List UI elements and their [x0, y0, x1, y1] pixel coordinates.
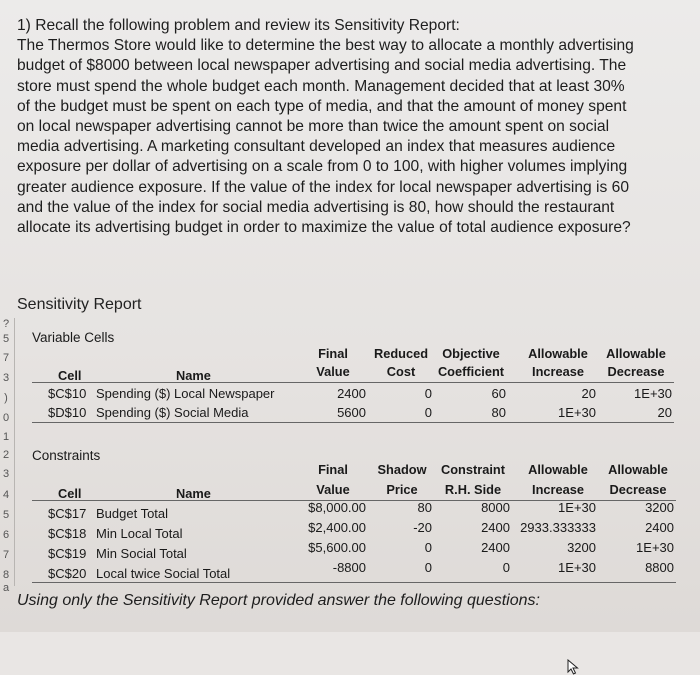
variable-bottom-rule — [32, 422, 674, 423]
row-number: 3 — [2, 468, 10, 480]
row-number: 1 — [2, 431, 10, 443]
report-title: Sensitivity Report — [17, 296, 142, 313]
row-number: 7 — [2, 549, 10, 561]
var-allow-increase: 20 — [581, 386, 596, 401]
var-objective: 60 — [491, 386, 506, 401]
hdr-objective: Objective — [442, 346, 500, 361]
con-cell-ref: $C$18 — [48, 526, 87, 541]
constraint-bottom-rule — [32, 582, 676, 583]
var-cell-ref: $D$10 — [48, 405, 87, 420]
con-final-value: -8800 — [332, 560, 366, 575]
con-allow-increase: 2933.333333 — [520, 520, 596, 535]
row-header-divider — [14, 318, 15, 586]
hdr-name: Name — [176, 368, 211, 383]
con-hdr-increase: Increase — [532, 482, 584, 497]
con-allow-increase: 1E+30 — [558, 500, 596, 515]
con-cell-ref: $C$17 — [48, 506, 87, 521]
con-name: Min Local Total — [96, 526, 183, 541]
var-allow-decrease: 20 — [657, 405, 672, 420]
variable-header-rule — [32, 382, 674, 383]
var-final-value: 5600 — [337, 405, 366, 420]
con-shadow-price: 80 — [417, 500, 432, 515]
var-final-value: 2400 — [337, 386, 366, 401]
var-allow-increase: 1E+30 — [558, 405, 596, 420]
row-number: 5 — [2, 333, 10, 345]
problem-line: greater audience exposure. If the value of the index for local newspaper advertising is 60 — [17, 178, 629, 196]
var-reduced-cost: 0 — [424, 386, 432, 401]
problem-line: store must spend the whole budget each month. Management decided that at least 30% — [17, 77, 625, 95]
con-shadow-price: 0 — [424, 540, 432, 555]
sensitivity-sheet — [0, 318, 700, 594]
hdr-decrease: Decrease — [607, 364, 665, 379]
mouse-cursor-icon — [567, 659, 581, 675]
problem-line: on local newspaper advertising cannot be more than twice the amount spent on social — [17, 118, 610, 136]
row-number: 3 — [2, 372, 10, 384]
hdr-increase: Increase — [532, 364, 584, 379]
row-number: 5 — [2, 509, 10, 521]
hdr-allowable-increase-top: Allowable — [528, 346, 588, 361]
problem-line: The Thermos Store would like to determine the best way to allocate a monthly advertising — [17, 37, 634, 55]
con-allow-increase: 3200 — [567, 540, 596, 555]
con-hdr-allowable-top-1: Allowable — [528, 462, 588, 477]
con-rhs: 0 — [502, 560, 510, 575]
con-hdr-rhs: R.H. Side — [444, 482, 502, 497]
con-allow-decrease: 8800 — [645, 560, 674, 575]
row-number: ) — [4, 392, 8, 404]
hdr-cell: Cell — [58, 368, 82, 383]
con-name: Min Social Total — [96, 546, 187, 561]
con-hdr-allowable-top-2: Allowable — [608, 462, 668, 477]
row-number: ? — [2, 318, 10, 330]
row-number: a — [2, 582, 10, 594]
con-final-value: $5,600.00 — [308, 540, 366, 555]
con-allow-increase: 1E+30 — [558, 560, 596, 575]
con-name: Local twice Social Total — [96, 566, 231, 581]
row-number: 6 — [2, 529, 10, 541]
var-name: Spending ($) Local Newspaper — [96, 386, 275, 401]
problem-line: of the budget must be spent on each type of media, and that the amount of money spent — [17, 97, 627, 115]
problem-line: 1) Recall the following problem and review its Sensitivity Report: — [17, 17, 460, 34]
con-final-value: $8,000.00 — [308, 500, 366, 515]
hdr-coefficient: Coefficient — [437, 364, 505, 379]
con-shadow-price: 0 — [424, 560, 432, 575]
hdr-reduced: Reduced — [373, 346, 429, 361]
hdr-final: Final — [318, 346, 348, 361]
con-hdr-price: Price — [386, 482, 418, 497]
hdr-final-value: Value — [316, 364, 350, 379]
con-rhs: 2400 — [481, 540, 510, 555]
con-final-value: $2,400.00 — [308, 520, 366, 535]
row-number: 7 — [2, 352, 10, 364]
con-allow-decrease: 1E+30 — [636, 540, 674, 555]
con-shadow-price: -20 — [413, 520, 432, 535]
con-hdr-constraint: Constraint — [441, 462, 505, 477]
con-hdr-cell: Cell — [58, 486, 82, 501]
problem-line: and the value of the index for social media advertising is 80, how should the restaurant — [17, 198, 615, 216]
con-hdr-final: Final — [318, 462, 348, 477]
con-name: Budget Total — [96, 506, 169, 521]
var-name: Spending ($) Social Media — [96, 405, 249, 420]
row-number: 2 — [2, 449, 10, 461]
con-hdr-decrease: Decrease — [609, 482, 667, 497]
problem-line: allocate its advertising budget in order to maximize the value of total audience exposure? — [17, 219, 631, 237]
var-cell-ref: $C$10 — [48, 386, 87, 401]
question-prompt: Using only the Sensitivity Report provided answer the following questions: — [17, 592, 540, 609]
problem-line: media advertising. A marketing consultant developed an index that measures audience — [17, 138, 616, 156]
con-hdr-value: Value — [316, 482, 350, 497]
con-rhs: 8000 — [481, 500, 510, 515]
row-number: 0 — [2, 412, 10, 424]
constraints-label: Constraints — [32, 448, 101, 463]
con-hdr-name: Name — [176, 486, 211, 501]
variable-cells-label: Variable Cells — [32, 330, 115, 345]
con-cell-ref: $C$19 — [48, 546, 87, 561]
var-objective: 80 — [491, 405, 506, 420]
problem-statement — [17, 16, 695, 238]
hdr-reduced-cost: Cost — [386, 364, 416, 379]
con-cell-ref: $C$20 — [48, 566, 87, 581]
con-allow-decrease: 2400 — [645, 520, 674, 535]
con-rhs: 2400 — [481, 520, 510, 535]
var-reduced-cost: 0 — [424, 405, 432, 420]
var-allow-decrease: 1E+30 — [634, 386, 672, 401]
hdr-allowable-decrease-top: Allowable — [606, 346, 666, 361]
con-hdr-shadow: Shadow — [377, 462, 427, 477]
row-number: 4 — [2, 489, 10, 501]
problem-line: exposure per dollar of advertising on a scale from 0 to 100, with higher volumes implying — [17, 158, 628, 176]
con-allow-decrease: 3200 — [645, 500, 674, 515]
problem-line: budget of $8000 between local newspaper advertising and social media advertising. The — [17, 57, 627, 75]
row-number: 8 — [2, 569, 10, 581]
